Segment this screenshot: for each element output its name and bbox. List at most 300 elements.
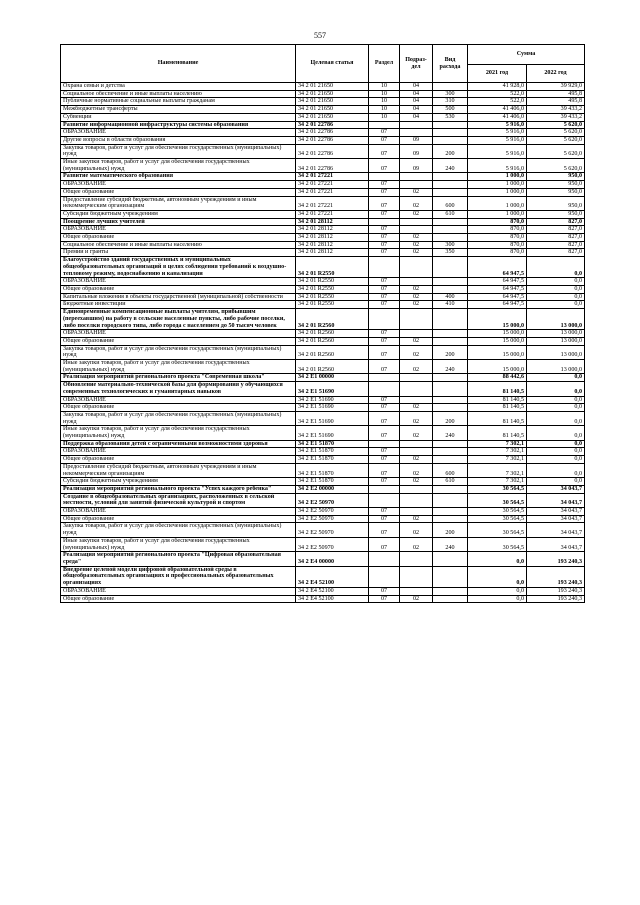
row-sum-2022: 34 043,7 — [527, 523, 585, 537]
row-sum-2021: 870,0 — [468, 218, 527, 226]
row-expense-type: 200 — [433, 411, 468, 425]
page-number: 557 — [314, 31, 326, 40]
row-section — [369, 440, 400, 448]
row-sum-2022: 13 000,0 — [527, 337, 585, 345]
row-code: 34 2 01 21650 — [296, 113, 369, 121]
row-subsection — [400, 181, 433, 189]
row-expense-type: 500 — [433, 106, 468, 114]
row-sum-2021: 7 302,1 — [468, 440, 527, 448]
row-subsection: 04 — [400, 113, 433, 121]
row-expense-type: 240 — [433, 159, 468, 173]
row-expense-type — [433, 234, 468, 242]
row-subsection: 02 — [400, 337, 433, 345]
row-name: Закупка товаров, работ и услуг для обеспечения государственных (муниципальных) нужд — [61, 523, 296, 537]
row-subsection — [400, 129, 433, 137]
row-code: 34 2 01 22786 — [296, 144, 369, 158]
row-sum-2022: 13 000,0 — [527, 309, 585, 330]
row-section — [369, 374, 400, 382]
row-sum-2022: 5 620,0 — [527, 144, 585, 158]
table-row — [61, 98, 585, 106]
row-expense-type: 410 — [433, 301, 468, 309]
table-row — [61, 360, 585, 374]
row-code: 34 2 E1 51870 — [296, 456, 369, 464]
row-name: Общее образование — [61, 456, 296, 464]
row-section: 07 — [369, 144, 400, 158]
table-row — [61, 330, 585, 338]
row-name: ОБРАЗОВАНИЕ — [61, 448, 296, 456]
row-expense-type — [433, 404, 468, 412]
row-subsection: 02 — [400, 241, 433, 249]
table-row — [61, 493, 585, 507]
row-subsection — [400, 226, 433, 234]
table-row — [61, 188, 585, 196]
table-row — [61, 173, 585, 181]
row-section: 07 — [369, 301, 400, 309]
header-subsection: Подраз-дел — [400, 45, 433, 83]
row-name: Благоустройство зданий государственных и муниципальных общеобразовательных организаций в целях соблюдения требований к воздушно-тепловому режиму, водоснабжению и канализации — [61, 257, 296, 278]
row-expense-type — [433, 515, 468, 523]
table-row — [61, 426, 585, 440]
row-name: Субсидии бюджетным учреждениям — [61, 478, 296, 486]
row-subsection: 02 — [400, 249, 433, 257]
table-row — [61, 113, 585, 121]
row-name: Общее образование — [61, 188, 296, 196]
row-sum-2021: 64 947,5 — [468, 257, 527, 278]
row-expense-type — [433, 382, 468, 396]
row-code: 34 2 01 27221 — [296, 173, 369, 181]
row-expense-type: 300 — [433, 241, 468, 249]
row-subsection — [400, 448, 433, 456]
row-sum-2022: 827,0 — [527, 218, 585, 226]
row-code: 34 2 01 22786 — [296, 121, 369, 129]
row-sum-2022: 827,0 — [527, 226, 585, 234]
row-subsection: 02 — [400, 515, 433, 523]
row-expense-type — [433, 285, 468, 293]
row-code: 34 2 E4 00000 — [296, 552, 369, 566]
row-code: 34 2 E1 51690 — [296, 426, 369, 440]
row-subsection — [400, 121, 433, 129]
row-sum-2022: 0,0 — [527, 278, 585, 286]
row-subsection — [400, 396, 433, 404]
row-name: Социальное обеспечение и иные выплаты населению — [61, 90, 296, 98]
row-sum-2022: 5 620,0 — [527, 129, 585, 137]
row-code: 34 2 01 R2560 — [296, 330, 369, 338]
header-year-2021: 2021 год — [468, 65, 527, 83]
row-code: 34 2 01 28112 — [296, 218, 369, 226]
row-code: 34 2 E1 51690 — [296, 411, 369, 425]
row-expense-type — [433, 493, 468, 507]
table-row — [61, 293, 585, 301]
row-code: 34 2 E2 50970 — [296, 537, 369, 551]
row-sum-2022: 0,0 — [527, 456, 585, 464]
table-row — [61, 257, 585, 278]
row-expense-type — [433, 330, 468, 338]
row-code: 34 2 E1 51870 — [296, 440, 369, 448]
row-sum-2022: 34 043,7 — [527, 508, 585, 516]
row-subsection: 02 — [400, 188, 433, 196]
row-sum-2022: 13 000,0 — [527, 360, 585, 374]
row-expense-type — [433, 173, 468, 181]
row-sum-2022: 0,0 — [527, 374, 585, 382]
row-sum-2021: 41 406,0 — [468, 106, 527, 114]
row-code: 34 2 01 R2550 — [296, 285, 369, 293]
row-sum-2021: 1 000,0 — [468, 181, 527, 189]
row-name: Субвенции — [61, 113, 296, 121]
row-sum-2021: 41 406,0 — [468, 113, 527, 121]
table-row — [61, 129, 585, 137]
row-subsection — [400, 330, 433, 338]
table-row — [61, 404, 585, 412]
row-sum-2022: 0,0 — [527, 440, 585, 448]
row-name: Публичные нормативные социальные выплаты гражданам — [61, 98, 296, 106]
row-name: Общее образование — [61, 285, 296, 293]
row-section: 07 — [369, 448, 400, 456]
row-subsection: 02 — [400, 285, 433, 293]
table-row — [61, 485, 585, 493]
row-subsection — [400, 257, 433, 278]
row-subsection — [400, 440, 433, 448]
row-sum-2022: 950,0 — [527, 181, 585, 189]
row-sum-2021: 7 302,1 — [468, 463, 527, 477]
row-name: ОБРАЗОВАНИЕ — [61, 129, 296, 137]
row-sum-2022: 0,0 — [527, 478, 585, 486]
row-section: 07 — [369, 587, 400, 595]
row-sum-2022: 193 240,3 — [527, 587, 585, 595]
table-row — [61, 374, 585, 382]
row-name: Иные закупки товаров, работ и услуг для обеспечения государственных (муниципальных) нужд — [61, 426, 296, 440]
row-section: 07 — [369, 345, 400, 359]
table-row — [61, 463, 585, 477]
row-subsection — [400, 278, 433, 286]
row-expense-type — [433, 129, 468, 137]
row-expense-type — [433, 396, 468, 404]
row-subsection: 09 — [400, 136, 433, 144]
row-section — [369, 257, 400, 278]
row-code: 34 2 E1 51870 — [296, 448, 369, 456]
row-sum-2021: 15 000,0 — [468, 309, 527, 330]
row-code: 34 2 01 28112 — [296, 249, 369, 257]
row-subsection: 02 — [400, 210, 433, 218]
table-row — [61, 210, 585, 218]
row-sum-2021: 30 564,5 — [468, 523, 527, 537]
table-row — [61, 411, 585, 425]
row-expense-type — [433, 226, 468, 234]
table-row — [61, 144, 585, 158]
row-name: Предоставление субсидий бюджетным, автономным учреждениям и иным некоммерческим организациям — [61, 196, 296, 210]
row-expense-type: 350 — [433, 249, 468, 257]
row-section: 10 — [369, 106, 400, 114]
row-sum-2021: 5 916,0 — [468, 129, 527, 137]
row-name: Премии и гранты — [61, 249, 296, 257]
row-sum-2021: 64 947,5 — [468, 285, 527, 293]
row-sum-2021: 1 000,0 — [468, 173, 527, 181]
table-row — [61, 196, 585, 210]
row-code: 34 2 E1 00000 — [296, 374, 369, 382]
row-sum-2021: 7 302,1 — [468, 456, 527, 464]
row-section: 10 — [369, 83, 400, 91]
row-sum-2022: 39 433,2 — [527, 106, 585, 114]
row-code: 34 2 01 28112 — [296, 241, 369, 249]
table-row — [61, 537, 585, 551]
row-section — [369, 566, 400, 587]
table-row — [61, 121, 585, 129]
header-code: Целевая статья — [296, 45, 369, 83]
row-subsection — [400, 218, 433, 226]
row-code: 34 2 E1 51690 — [296, 382, 369, 396]
row-code: 34 2 01 R2560 — [296, 309, 369, 330]
row-expense-type — [433, 337, 468, 345]
row-sum-2022: 495,8 — [527, 90, 585, 98]
table-body — [61, 83, 585, 603]
row-sum-2022: 950,0 — [527, 188, 585, 196]
row-section: 07 — [369, 196, 400, 210]
row-name: ОБРАЗОВАНИЕ — [61, 508, 296, 516]
row-sum-2022: 0,0 — [527, 404, 585, 412]
row-section: 07 — [369, 411, 400, 425]
row-expense-type — [433, 448, 468, 456]
row-sum-2021: 64 947,5 — [468, 278, 527, 286]
row-section: 07 — [369, 523, 400, 537]
row-sum-2021: 30 564,5 — [468, 485, 527, 493]
row-section: 07 — [369, 285, 400, 293]
row-expense-type: 610 — [433, 478, 468, 486]
row-expense-type — [433, 440, 468, 448]
row-name: Поощрение лучших учителей — [61, 218, 296, 226]
table-row — [61, 241, 585, 249]
row-code: 34 2 E2 50970 — [296, 523, 369, 537]
row-section: 07 — [369, 515, 400, 523]
row-name: Закупка товаров, работ и услуг для обеспечения государственных (муниципальных) нужд — [61, 345, 296, 359]
row-name: ОБРАЗОВАНИЕ — [61, 181, 296, 189]
row-sum-2021: 1 000,0 — [468, 196, 527, 210]
header-section: Раздел — [369, 45, 400, 83]
row-section: 07 — [369, 188, 400, 196]
row-subsection: 02 — [400, 404, 433, 412]
row-expense-type — [433, 83, 468, 91]
row-sum-2022: 950,0 — [527, 173, 585, 181]
row-sum-2022: 0,0 — [527, 396, 585, 404]
row-code: 34 2 E1 51690 — [296, 404, 369, 412]
row-name: Иные закупки товаров, работ и услуг для обеспечения государственных (муниципальных) нужд — [61, 360, 296, 374]
row-subsection — [400, 382, 433, 396]
row-sum-2021: 15 000,0 — [468, 345, 527, 359]
row-sum-2022: 0,0 — [527, 411, 585, 425]
table-row — [61, 106, 585, 114]
row-section: 07 — [369, 426, 400, 440]
row-sum-2021: 64 947,5 — [468, 293, 527, 301]
row-expense-type — [433, 136, 468, 144]
row-name: ОБРАЗОВАНИЕ — [61, 587, 296, 595]
row-name: Иные закупки товаров, работ и услуг для обеспечения государственных (муниципальных) нужд — [61, 537, 296, 551]
row-section: 07 — [369, 241, 400, 249]
row-subsection: 02 — [400, 293, 433, 301]
row-code: 34 2 01 R2550 — [296, 257, 369, 278]
row-section — [369, 218, 400, 226]
row-name: Обновление материально-технической базы для формирования у обучающихся современных технологических и гуманитарных навыков — [61, 382, 296, 396]
row-name: Поддержка образования детей с ограниченными возможностями здоровья — [61, 440, 296, 448]
row-sum-2022: 193 240,3 — [527, 552, 585, 566]
row-section: 07 — [369, 226, 400, 234]
row-sum-2021: 81 140,5 — [468, 382, 527, 396]
row-sum-2021: 81 140,5 — [468, 411, 527, 425]
row-code: 34 2 01 R2560 — [296, 345, 369, 359]
row-name: ОБРАЗОВАНИЕ — [61, 278, 296, 286]
row-name: Внедрение целевой модели цифровой образовательной среды в общеобразовательных организациях и профессиональных образовательных организациях — [61, 566, 296, 587]
row-expense-type — [433, 595, 468, 603]
row-code: 34 2 01 R2550 — [296, 278, 369, 286]
row-subsection — [400, 493, 433, 507]
row-section: 10 — [369, 113, 400, 121]
row-subsection: 04 — [400, 98, 433, 106]
row-subsection — [400, 173, 433, 181]
row-subsection: 02 — [400, 478, 433, 486]
row-section: 07 — [369, 508, 400, 516]
row-name: Реализация мероприятий регионального проекта "Цифровая образовательная среда" — [61, 552, 296, 566]
row-sum-2021: 64 947,5 — [468, 301, 527, 309]
row-code: 34 2 01 27221 — [296, 196, 369, 210]
row-name: Иные закупки товаров, работ и услуг для обеспечения государственных (муниципальных) нужд — [61, 159, 296, 173]
row-code: 34 2 E2 00000 — [296, 485, 369, 493]
row-code: 34 2 01 21650 — [296, 98, 369, 106]
row-sum-2021: 81 140,5 — [468, 404, 527, 412]
row-sum-2022: 0,0 — [527, 293, 585, 301]
row-expense-type: 530 — [433, 113, 468, 121]
row-section: 07 — [369, 234, 400, 242]
row-subsection — [400, 374, 433, 382]
row-expense-type — [433, 587, 468, 595]
row-subsection: 02 — [400, 196, 433, 210]
row-subsection: 02 — [400, 537, 433, 551]
row-sum-2021: 870,0 — [468, 226, 527, 234]
table-row — [61, 136, 585, 144]
row-code: 34 2 01 R2560 — [296, 337, 369, 345]
row-expense-type — [433, 257, 468, 278]
row-expense-type: 240 — [433, 537, 468, 551]
row-section: 07 — [369, 210, 400, 218]
row-expense-type — [433, 181, 468, 189]
table-row — [61, 456, 585, 464]
row-section: 07 — [369, 129, 400, 137]
row-subsection: 02 — [400, 595, 433, 603]
row-expense-type: 400 — [433, 293, 468, 301]
row-name: Субсидии бюджетным учреждениям — [61, 210, 296, 218]
row-name: Другие вопросы в области образования — [61, 136, 296, 144]
row-section: 07 — [369, 136, 400, 144]
row-sum-2022: 495,8 — [527, 98, 585, 106]
row-expense-type — [433, 456, 468, 464]
row-subsection — [400, 508, 433, 516]
table-row — [61, 515, 585, 523]
row-code: 34 2 01 28112 — [296, 234, 369, 242]
row-sum-2022: 193 240,3 — [527, 566, 585, 587]
row-name: ОБРАЗОВАНИЕ — [61, 396, 296, 404]
row-code: 34 2 E1 51870 — [296, 463, 369, 477]
budget-table — [60, 44, 585, 603]
row-name: Единовременные компенсационные выплаты учителям, прибывшим (переехавшим) на работу в сельские населенные пункты, либо рабочие поселки, либо поселки городского типа, либо города с населением до 50 тысяч человек — [61, 309, 296, 330]
row-sum-2021: 30 564,5 — [468, 493, 527, 507]
table-row — [61, 218, 585, 226]
table-row — [61, 552, 585, 566]
row-section — [369, 382, 400, 396]
row-expense-type — [433, 309, 468, 330]
row-code: 34 2 E4 52100 — [296, 566, 369, 587]
row-sum-2022: 39 433,2 — [527, 113, 585, 121]
row-sum-2021: 7 302,1 — [468, 448, 527, 456]
row-expense-type — [433, 566, 468, 587]
row-sum-2021: 5 916,0 — [468, 144, 527, 158]
row-expense-type — [433, 485, 468, 493]
row-sum-2021: 81 140,5 — [468, 396, 527, 404]
row-sum-2021: 1 000,0 — [468, 210, 527, 218]
table-row — [61, 440, 585, 448]
row-section — [369, 173, 400, 181]
table-row — [61, 478, 585, 486]
row-section — [369, 552, 400, 566]
row-sum-2022: 950,0 — [527, 196, 585, 210]
row-sum-2022: 827,0 — [527, 249, 585, 257]
table-row — [61, 523, 585, 537]
row-sum-2021: 30 564,5 — [468, 515, 527, 523]
row-sum-2021: 41 928,0 — [468, 83, 527, 91]
row-expense-type — [433, 121, 468, 129]
row-name: Общее образование — [61, 404, 296, 412]
row-sum-2022: 0,0 — [527, 301, 585, 309]
table-row — [61, 566, 585, 587]
row-sum-2021: 1 000,0 — [468, 188, 527, 196]
row-code: 34 2 01 22786 — [296, 159, 369, 173]
row-subsection: 09 — [400, 159, 433, 173]
row-name: Реализация мероприятий регионального проекта "Успех каждого ребенка" — [61, 485, 296, 493]
row-expense-type: 200 — [433, 523, 468, 537]
row-sum-2021: 870,0 — [468, 249, 527, 257]
table-row — [61, 159, 585, 173]
row-sum-2022: 34 043,7 — [527, 493, 585, 507]
row-sum-2021: 0,0 — [468, 595, 527, 603]
row-section — [369, 485, 400, 493]
table-row — [61, 226, 585, 234]
row-section: 07 — [369, 360, 400, 374]
row-expense-type: 310 — [433, 98, 468, 106]
table-header — [61, 45, 585, 83]
table-row — [61, 345, 585, 359]
row-code: 34 2 01 22786 — [296, 129, 369, 137]
row-sum-2022: 0,0 — [527, 285, 585, 293]
row-section — [369, 309, 400, 330]
row-sum-2021: 0,0 — [468, 566, 527, 587]
row-sum-2021: 870,0 — [468, 234, 527, 242]
row-sum-2021: 5 916,0 — [468, 121, 527, 129]
row-section: 07 — [369, 595, 400, 603]
row-expense-type — [433, 218, 468, 226]
row-expense-type: 600 — [433, 196, 468, 210]
row-subsection: 02 — [400, 456, 433, 464]
table-row — [61, 309, 585, 330]
row-code: 34 2 01 21650 — [296, 90, 369, 98]
row-sum-2022: 827,0 — [527, 234, 585, 242]
row-sum-2021: 15 000,0 — [468, 330, 527, 338]
row-expense-type: 610 — [433, 210, 468, 218]
row-subsection: 02 — [400, 360, 433, 374]
row-expense-type — [433, 508, 468, 516]
row-sum-2022: 5 620,0 — [527, 136, 585, 144]
header-expense-type: Вид расхода — [433, 45, 468, 83]
row-subsection: 09 — [400, 144, 433, 158]
row-code: 34 2 E2 50970 — [296, 493, 369, 507]
row-expense-type: 600 — [433, 463, 468, 477]
row-name: Реализация мероприятий регионального проекта "Современная школа" — [61, 374, 296, 382]
row-sum-2022: 827,0 — [527, 241, 585, 249]
row-subsection — [400, 485, 433, 493]
